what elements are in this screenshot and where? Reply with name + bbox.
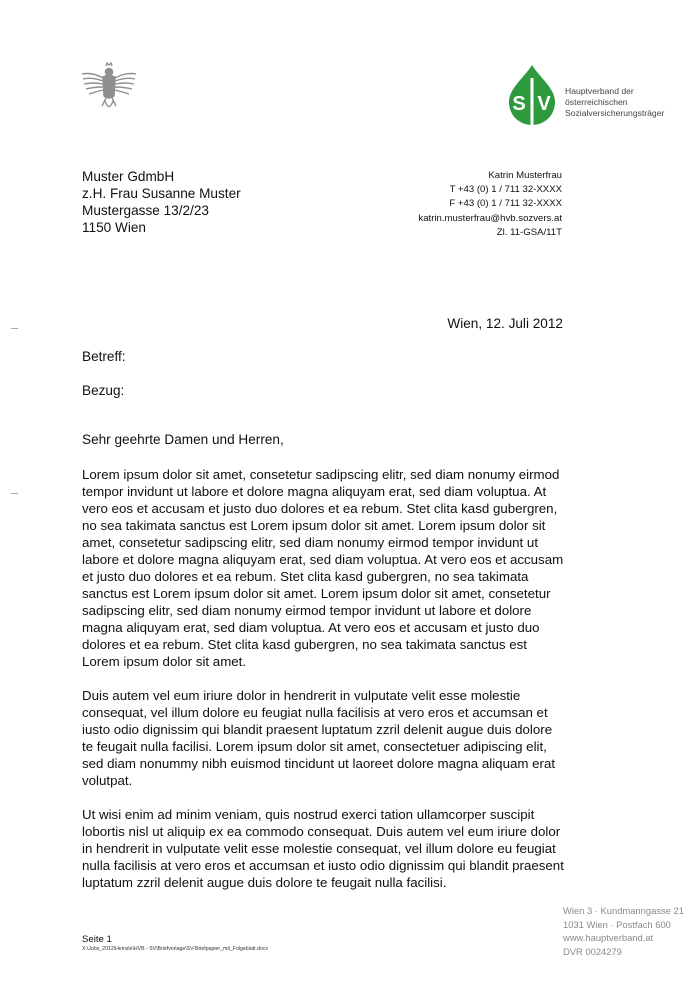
austrian-eagle-logo: [80, 62, 138, 114]
footer-website: www.hauptverband.at: [563, 932, 654, 943]
fold-mark: [11, 328, 18, 329]
sender-phone: T +43 (0) 1 / 711 32-XXXX: [449, 184, 562, 196]
sv-org-line: Sozialversicherungsträger: [565, 108, 665, 118]
file-path: X:\Jobs_2012\Heinzle\HVB - SV\Briefvorlage\SV-Briefpapier_mit_Folgeblatt.docx: [82, 946, 268, 952]
body-paragraph: Lorem ipsum dolor sit amet, consetetur sadipscing elitr, sed diam nonumy eirmod tempor invidunt ut labore et dolore magna aliquyam erat, sed diam voluptua. At vero eos et accusam et justo duo dolores et ea rebum. Stet clita kasd gubergren, no sea takimata sanctus est Lorem ipsum dolor sit amet. Lorem ipsum dolor sit amet, consetetur sadipscing elitr, sed diam nonumy eirmod tempor invidunt ut labore et dolore magna aliquyam erat, sed diam voluptua. At vero eos et accusam et justo duo dolores et ea rebum. Stet clita kasd gubergren, no sea takimata sanctus est Lorem ipsum dolor sit amet. Lorem ipsum dolor sit amet, consetetur sadipscing elitr, sed diam nonumy eirmod tempor invidunt ut labore et dolore magna aliquyam erat, sed diam voluptua. At vero eos et accusam et justo duo dolores et ea rebum. Stet clita kasd gubergren, no sea takimata sanctus est Lorem ipsum dolor sit amet.: [82, 467, 564, 669]
fold-mark: [11, 493, 18, 494]
letter-body: [82, 466, 564, 908]
recipient-company: Muster GdmbH: [82, 169, 175, 184]
subject-label: Betreff:: [82, 349, 126, 364]
page-number: Seite 1: [82, 934, 112, 945]
sender-reference: Zl. 11-GSA/11T: [496, 226, 562, 238]
sender-fax: F +43 (0) 1 / 711 32-XXXX: [449, 198, 562, 210]
footer-address-line: Wien 3 · Kundmanngasse 21: [563, 905, 684, 916]
recipient-address: [82, 168, 241, 236]
svg-text:S: S: [512, 93, 526, 115]
recipient-attention: z.H. Frau Susanne Muster: [82, 186, 241, 201]
reference-label: Bezug:: [82, 383, 125, 398]
sv-organisation-name: [565, 86, 664, 119]
sender-contact: [418, 169, 562, 240]
recipient-city: 1150 Wien: [82, 220, 146, 235]
footer-address: [563, 904, 684, 958]
footer-address-line: 1031 Wien · Postfach 600: [563, 918, 671, 930]
footer-dvr: DVR 0024279: [563, 945, 622, 957]
letter-date: Wien, 12. Juli 2012: [447, 316, 563, 331]
sv-logo: [506, 64, 558, 126]
recipient-street: Mustergasse 13/2/23: [82, 203, 209, 218]
body-paragraph: Duis autem vel eum iriure dolor in hendrerit in vulputate velit esse molestie consequat, vel illum dolore eu feugiat nulla facilisis at vero eros et accumsan et iusto odio dignissim qui blandit praesent luptatum zzril delenit augue duis dolore te feugait nulla facilisi. Lorem ipsum dolor sit amet, consectetuer adipiscing elit, sed diam nonummy nibh euismod tincidunt ut laoreet dolore magna aliquam erat volutpat.: [82, 688, 556, 788]
body-paragraph: Ut wisi enim ad minim veniam, quis nostrud exerci tation ullamcorper suscipit lobortis nisl ut aliquip ex ea commodo consequat. Duis autem vel eum iriure dolor in hendrerit in vulputate velit esse molestie consequat, vel illum dolore eu feugiat nulla facilisis at vero eros et accumsan et iusto odio dignissim qui blandit praesent luptatum zzril delenit augue duis dolore te feugait nulla facilisi.: [82, 807, 564, 890]
svg-text:V: V: [537, 93, 551, 115]
salutation: Sehr geehrte Damen und Herren,: [82, 432, 284, 447]
sender-email: katrin.musterfrau@hvb.sozvers.at: [418, 212, 562, 224]
sender-name: Katrin Musterfrau: [488, 170, 562, 181]
sv-drop-icon: [506, 64, 558, 126]
sv-org-line: Hauptverband der: [565, 86, 634, 96]
sv-org-line: österreichischen: [565, 97, 628, 107]
eagle-icon: [80, 62, 138, 114]
